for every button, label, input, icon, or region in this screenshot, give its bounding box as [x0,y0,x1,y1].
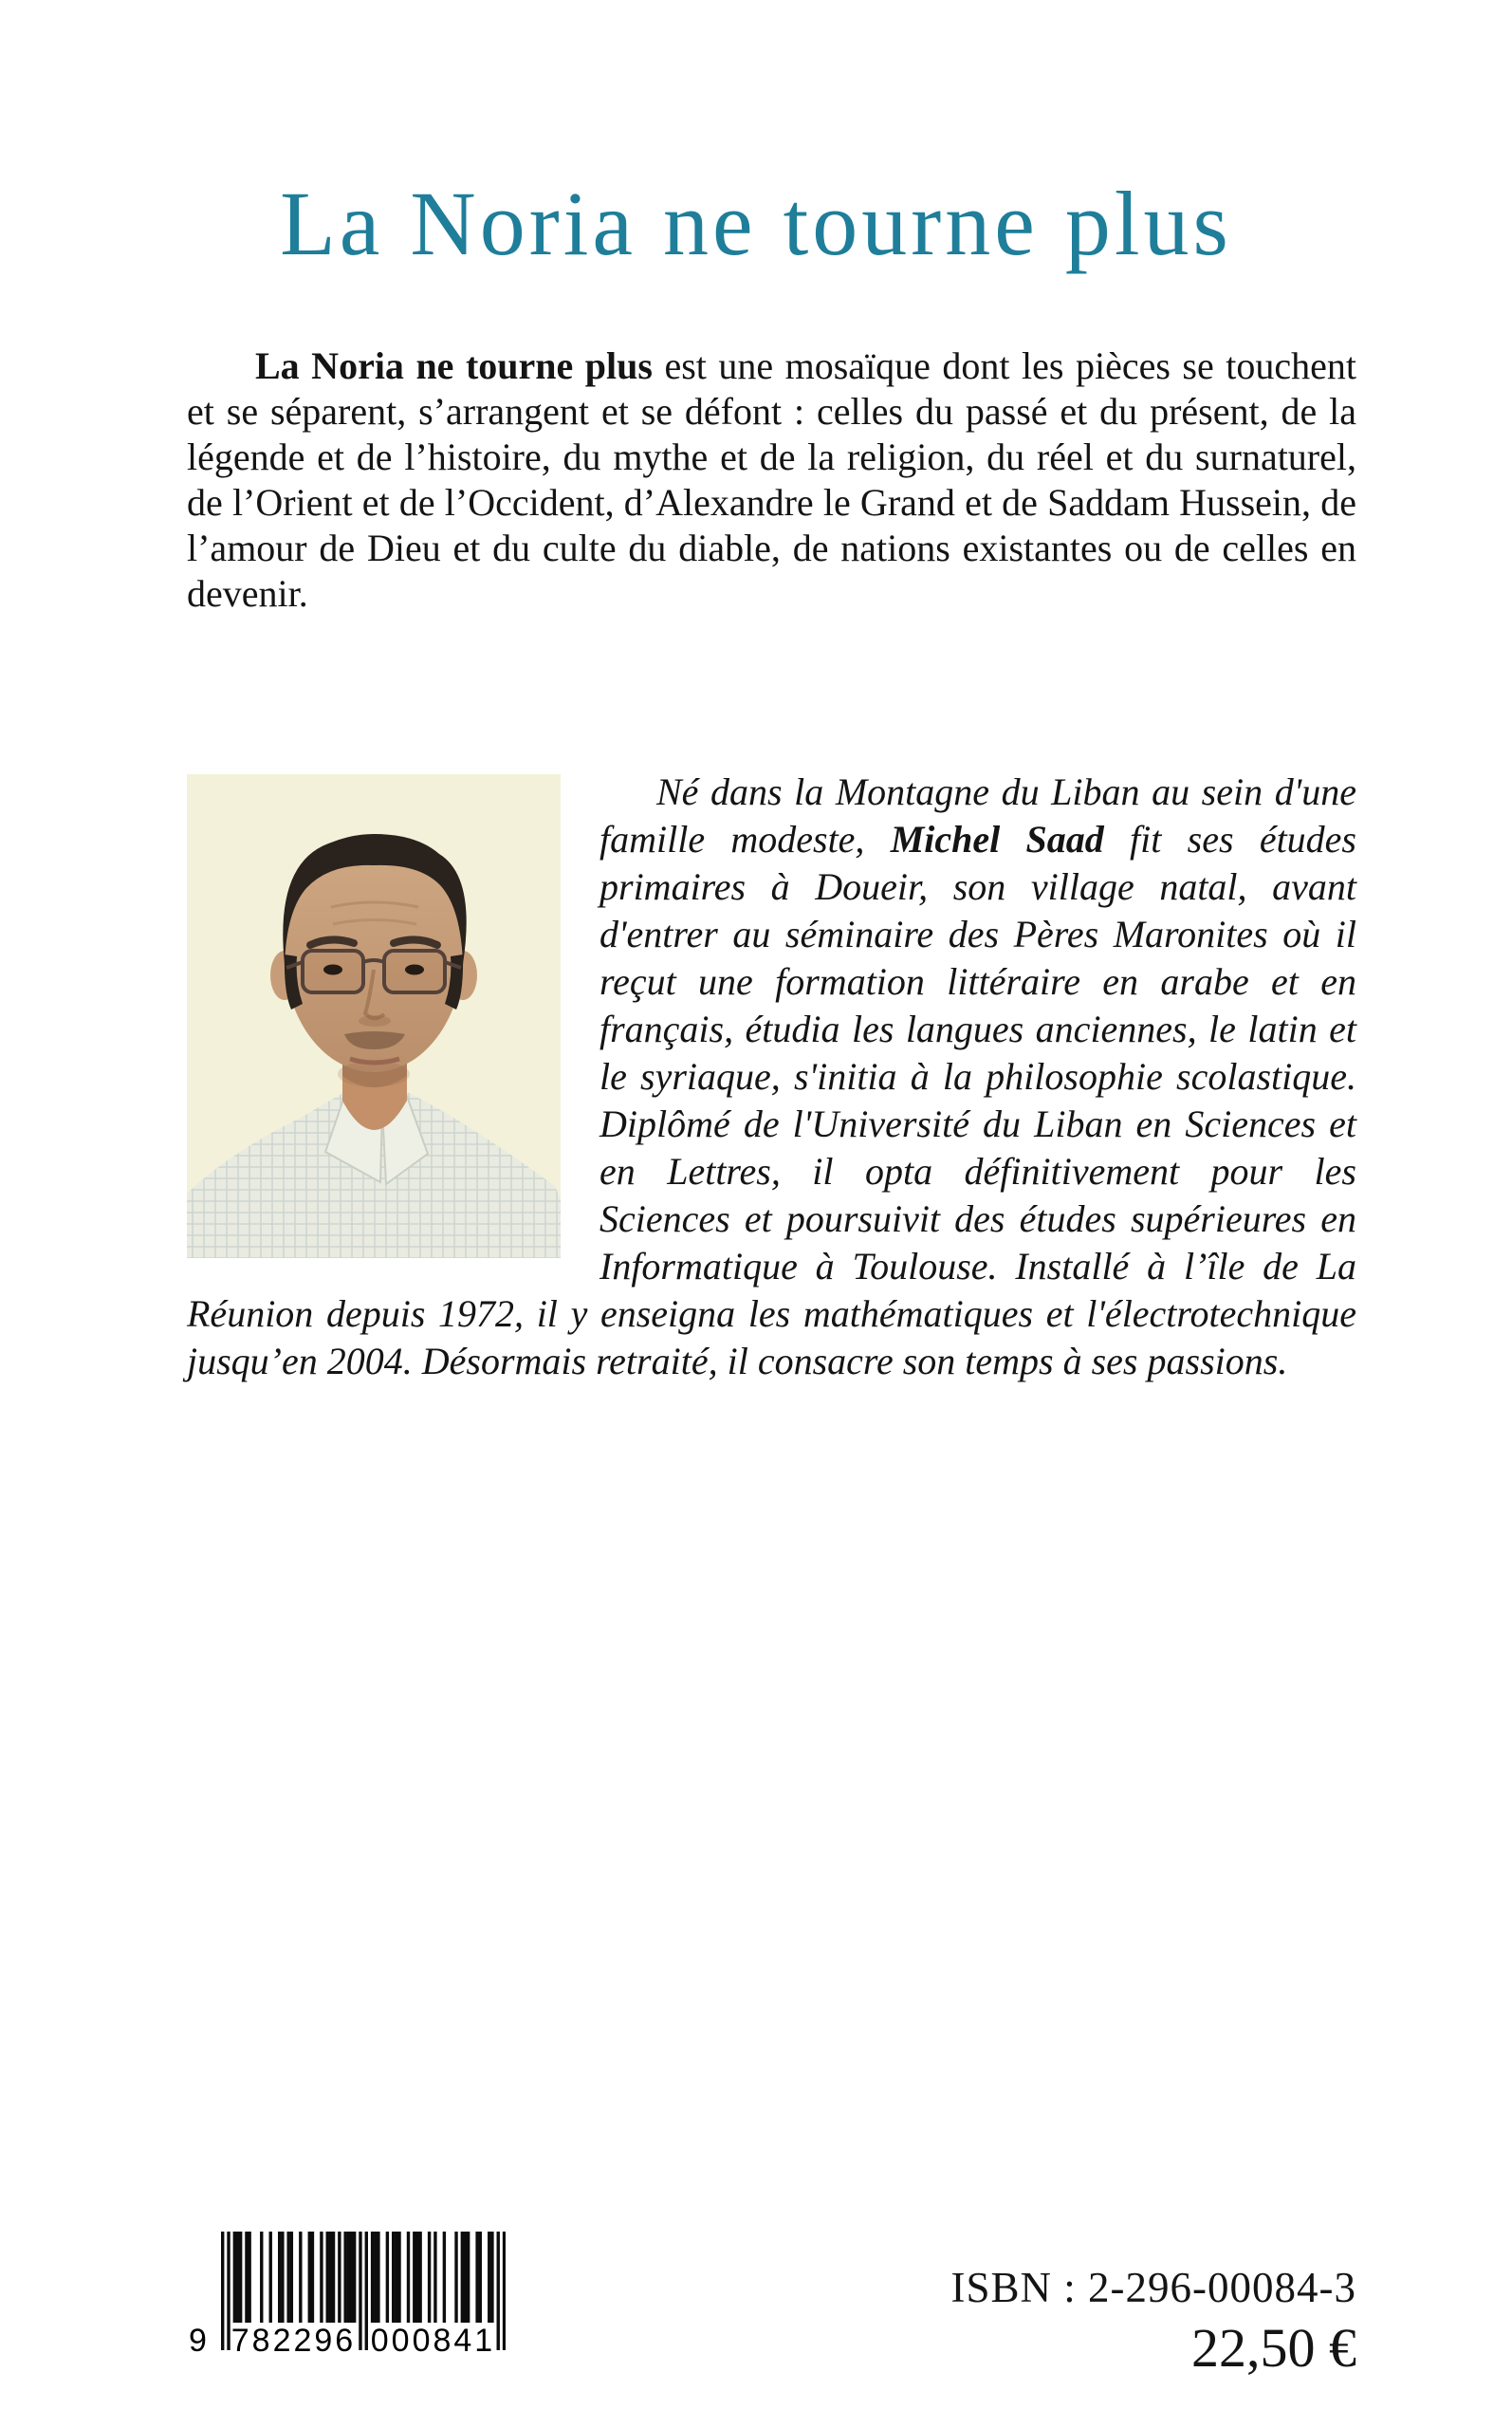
isbn-price-block [951,2264,1356,2378]
glasses-bridge [363,960,384,962]
barcode-first-digit: 9 [189,2323,210,2359]
nose-shadow [359,1015,391,1027]
author-photo [187,774,561,1258]
chin-shadow [338,1061,410,1087]
ean13-barcode [189,2232,506,2359]
eye-right [405,964,424,974]
bio-part1: Né dans la Montagne du Liban au sein d'une famille modeste, [599,769,1356,861]
bio-part2: fit ses études primaires à Doueir, son village natal, avant d'entrer au séminaire des Pères Maronites où il reçut une formation littéraire en arabe et en français, étudia les langues anciennes, le latin et le syriaque, s'initia à la philosophie scolastique. Diplômé de l'Université du Liban en Sciences et en Lettres, il opta définitivement pour les Sciences et poursuivit des études supérieures en Informatique à Toulouse. Installé à l’île de La Réunion depuis 1972, il y enseigna les mathématiques et l'électrotechnique jusqu’en 2004. Désormais retraité, il consacre son temps à ses passions. [187,817,1357,1382]
synopsis-body: est une mosaïque dont les pièces se touchent et se séparent, s’arrangent et se défont : celles du passé et du présent, de la légende et de l’histoire, du mythe et de la religion, du réel et du surnaturel, de l’Orient et de l’Occident, d’Alexandre le Grand et de Saddam Hussein, de l’amour de Dieu et du culte du diable, de nations existantes ou de celles en devenir. [187,343,1356,615]
author-section [187,769,1356,1385]
author-name: Michel Saad [890,817,1104,861]
book-title: La Noria ne tourne plus [280,173,1232,274]
synopsis-paragraph [187,343,1356,617]
author-portrait-illustration [187,774,561,1258]
synopsis-lead-bold: La Noria ne tourne plus [255,343,653,387]
price-text: 22,50 € [1191,2317,1356,2379]
barcode-left-digits: 782296 [230,2323,357,2359]
isbn-text: ISBN : 2-296-00084-3 [950,2264,1356,2311]
barcode-right-digits: 000841 [370,2323,496,2359]
eye-left [323,964,342,974]
